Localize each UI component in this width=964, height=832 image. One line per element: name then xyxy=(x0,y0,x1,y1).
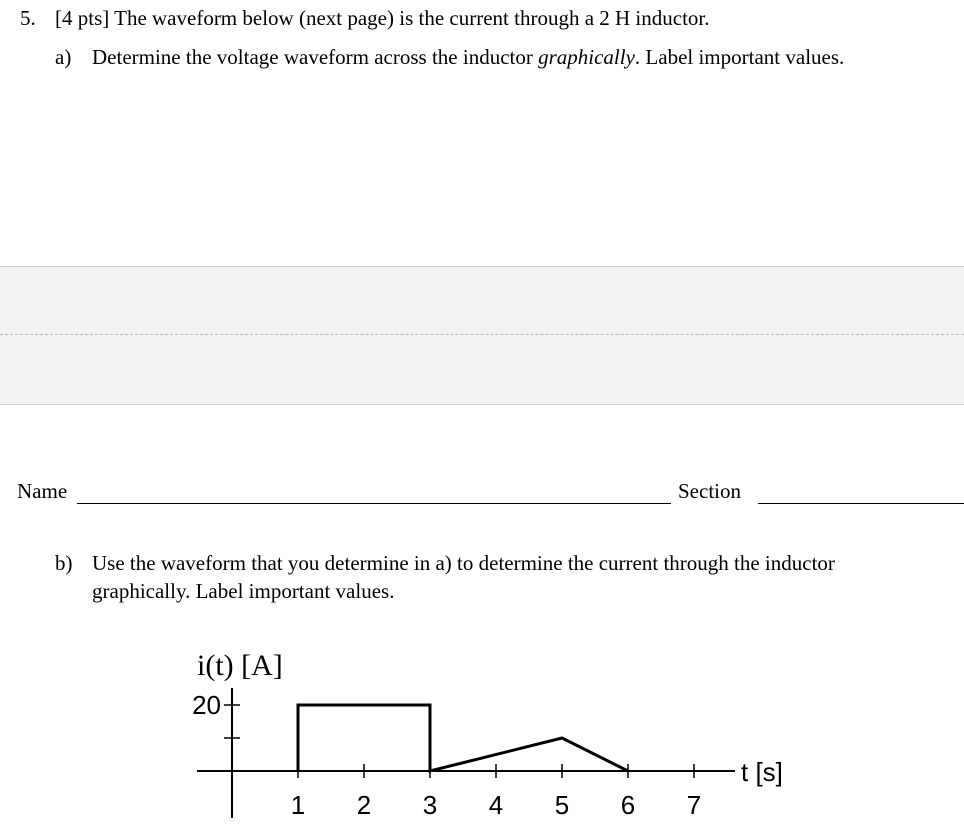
name-label: Name xyxy=(17,479,68,503)
x-tick-label-1: 1 xyxy=(290,790,306,820)
part-b-text-line2: graphically. Label important values. xyxy=(92,579,395,603)
part-a-text-after: . Label important values. xyxy=(634,45,845,69)
part-a-text-before: Determine the voltage waveform across the inductor xyxy=(92,45,539,69)
part-a-text-italic: graphically xyxy=(538,45,635,69)
question-number: 5. xyxy=(20,6,36,30)
x-axis-title: t [s] xyxy=(741,757,783,787)
x-tick-label-7: 7 xyxy=(686,790,702,820)
part-a-label: a) xyxy=(55,45,72,69)
question-text: [4 pts] The waveform below (next page) is the current through a 2 H inductor. xyxy=(55,6,710,30)
x-tick-label-3: 3 xyxy=(422,790,438,820)
part-b-label: b) xyxy=(55,551,73,575)
x-tick-label-2: 2 xyxy=(356,790,372,820)
x-tick-label-5: 5 xyxy=(554,790,570,820)
x-tick-label-4: 4 xyxy=(488,790,504,820)
y-tick-label-20: 20 xyxy=(192,690,221,720)
x-tick-label-6: 6 xyxy=(620,790,636,820)
part-b-text-line1: Use the waveform that you determine in a) to determine the current through the inductor xyxy=(92,551,835,575)
waveform-line xyxy=(298,705,628,771)
y-axis-title: i(t) [A] xyxy=(197,649,283,682)
section-label: Section xyxy=(678,479,741,503)
